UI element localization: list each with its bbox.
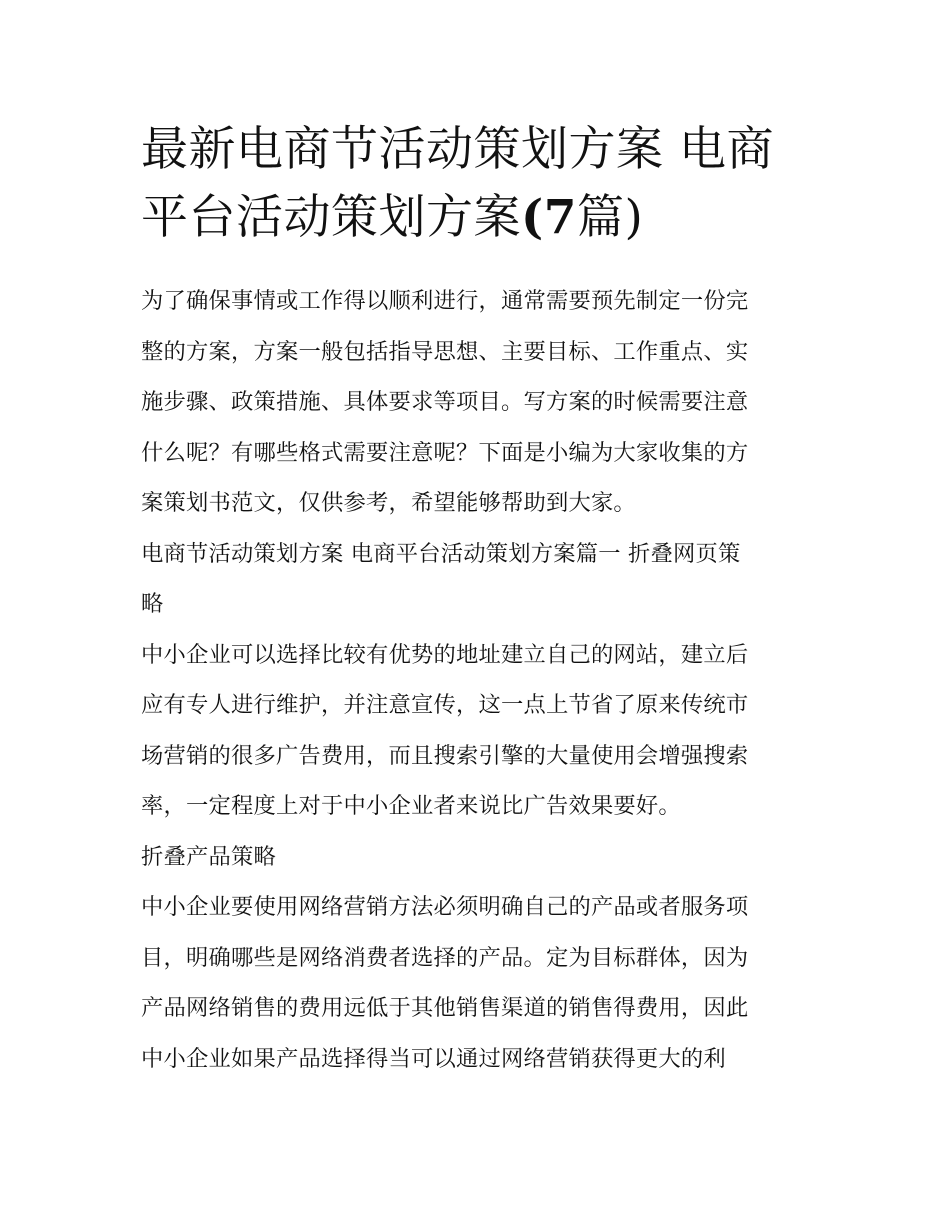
text-line: 略 (141, 591, 164, 617)
title-line (141, 184, 821, 252)
product-strategy-paragraph (141, 882, 821, 1084)
text-line: 中小企业可以选择比较有优势的地址建立自己的网站，建立后 (141, 641, 749, 668)
text-line: 电商节活动策划方案 电商平台活动策划方案篇一 折叠网页策 (141, 540, 741, 567)
text-line: 施步骤、政策措施、具体要求等项目。写方案的时候需要注意 (141, 389, 749, 415)
document-title (141, 116, 821, 252)
text-line: 率，一定程度上对于中小企业者来说比广告效果要好。 (141, 793, 681, 819)
text-line: 应有专人进行维护，并注意宣传，这一点上节省了原来传统市 (141, 692, 749, 718)
text-line: 产品网络销售的费用远低于其他销售渠道的销售得费用，因此 (141, 995, 749, 1021)
title-count: (7 (521, 190, 577, 245)
text-line: 什么呢？有哪些格式需要注意呢？下面是小编为大家收集的方 (141, 439, 749, 466)
text-line: 中小企业要使用网络营销方法必须明确自己的产品或者服务项 (141, 894, 749, 920)
text-line: 案策划书范文，仅供参考，希望能够帮助到大家。 (141, 490, 636, 516)
intro-paragraph (141, 276, 821, 529)
text-line: 为了确保事情或工作得以顺利进行，通常需要预先制定一份完 (141, 288, 749, 314)
title-suffix: 篇) (576, 190, 644, 245)
title-line: 最新电商节活动策划方案 电商 (141, 122, 774, 177)
section-heading-product-strategy (141, 832, 821, 883)
title-text: 平台活动策划方案 (141, 190, 521, 245)
text-line: 目，明确哪些是网络消费者选择的产品。定为目标群体，因为 (141, 944, 749, 971)
text-line: 场营销的很多广告费用，而且搜索引擎的大量使用会增强搜索 (141, 742, 749, 769)
text-line: 折叠产品策略 (141, 843, 276, 870)
document-body (141, 276, 821, 1084)
webpage-strategy-paragraph (141, 630, 821, 832)
text-line: 中小企业如果产品选择得当可以通过网络营销获得更大的利 (141, 1045, 726, 1072)
text-line: 整的方案，方案一般包括指导思想、主要目标、工作重点、实 (141, 338, 749, 365)
section-heading-webpage-strategy (141, 529, 821, 630)
